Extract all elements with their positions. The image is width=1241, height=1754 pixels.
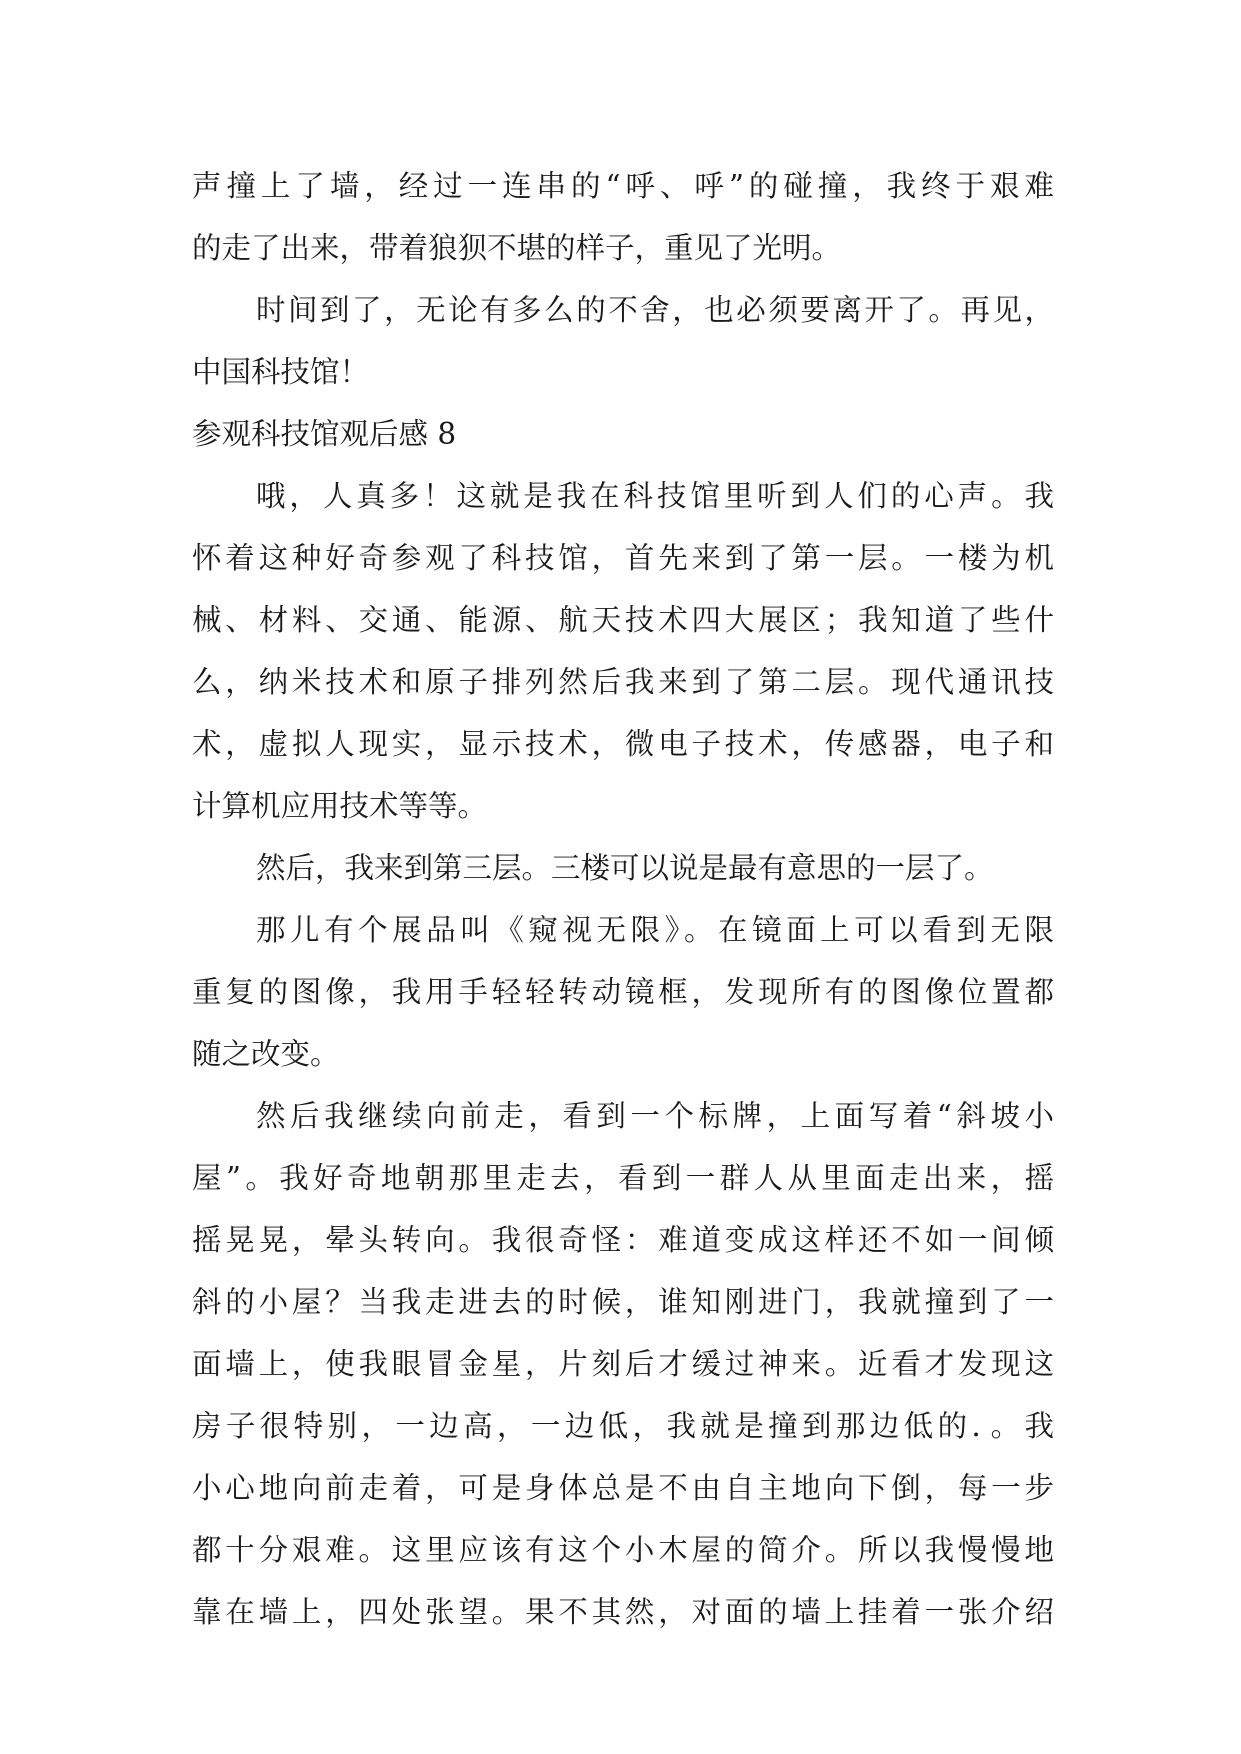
document-body	[192, 155, 1054, 1643]
text-line: 哦，人真多！这就是我在科技馆里听到人们的心声。我	[256, 479, 1054, 513]
text-line: 中国科技馆！	[192, 355, 370, 389]
text-line: 随之改变。	[192, 1037, 340, 1071]
text-line: 怀着这种好奇参观了科技馆，首先来到了第一层。一楼为机	[192, 541, 1054, 575]
text-line: 靠在墙上，四处张望。果不其然，对面的墙上挂着一张介绍	[192, 1595, 1054, 1629]
paragraph	[192, 899, 1054, 1085]
text-line: 然后我继续向前走，看到一个标牌，上面写着“斜坡小	[256, 1099, 1054, 1133]
text-line: 都十分艰难。这里应该有这个小木屋的简介。所以我慢慢地	[192, 1533, 1054, 1567]
text-line: 面墙上，使我眼冒金星，片刻后才缓过神来。近看才发现这	[192, 1347, 1054, 1381]
paragraph	[192, 1085, 1054, 1643]
text-line: 小心地向前走着，可是身体总是不由自主地向下倒，每一步	[192, 1471, 1054, 1505]
text-line: 计算机应用技术等等。	[192, 789, 488, 823]
text-line: 屋”。我好奇地朝那里走去，看到一群人从里面走出来，摇	[192, 1161, 1054, 1195]
paragraph	[192, 155, 1054, 279]
text-line: 摇晃晃，晕头转向。我很奇怪：难道变成这样还不如一间倾	[192, 1223, 1054, 1257]
text-line: 斜的小屋？当我走进去的时候，谁知刚进门，我就撞到了一	[192, 1285, 1054, 1319]
text-line: 么，纳米技术和原子排列然后我来到了第二层。现代通讯技	[192, 665, 1054, 699]
paragraph	[192, 837, 1054, 899]
paragraph	[192, 279, 1054, 403]
text-line: 械、材料、交通、能源、航天技术四大展区；我知道了些什	[192, 603, 1054, 637]
paragraph	[192, 465, 1054, 837]
text-line: 的走了出来，带着狼狈不堪的样子，重见了光明。	[192, 231, 842, 265]
section-heading: 参观科技馆观后感 8	[192, 417, 457, 451]
text-line: 那儿有个展品叫《窥视无限》。在镜面上可以看到无限	[256, 913, 1054, 947]
text-line: 然后，我来到第三层。三楼可以说是最有意思的一层了。	[256, 851, 994, 885]
text-line: 时间到了，无论有多么的不舍，也必须要离开了。再见，	[256, 293, 1054, 327]
text-line: 房子很特别，一边高，一边低，我就是撞到那边低的．。我	[192, 1409, 1054, 1443]
text-line: 重复的图像，我用手轻轻转动镜框，发现所有的图像位置都	[192, 975, 1054, 1009]
text-line: 声撞上了墙，经过一连串的“呼、呼”的碰撞，我终于艰难	[192, 169, 1054, 203]
text-line: 术，虚拟人现实，显示技术，微电子技术，传感器，电子和	[192, 727, 1054, 761]
